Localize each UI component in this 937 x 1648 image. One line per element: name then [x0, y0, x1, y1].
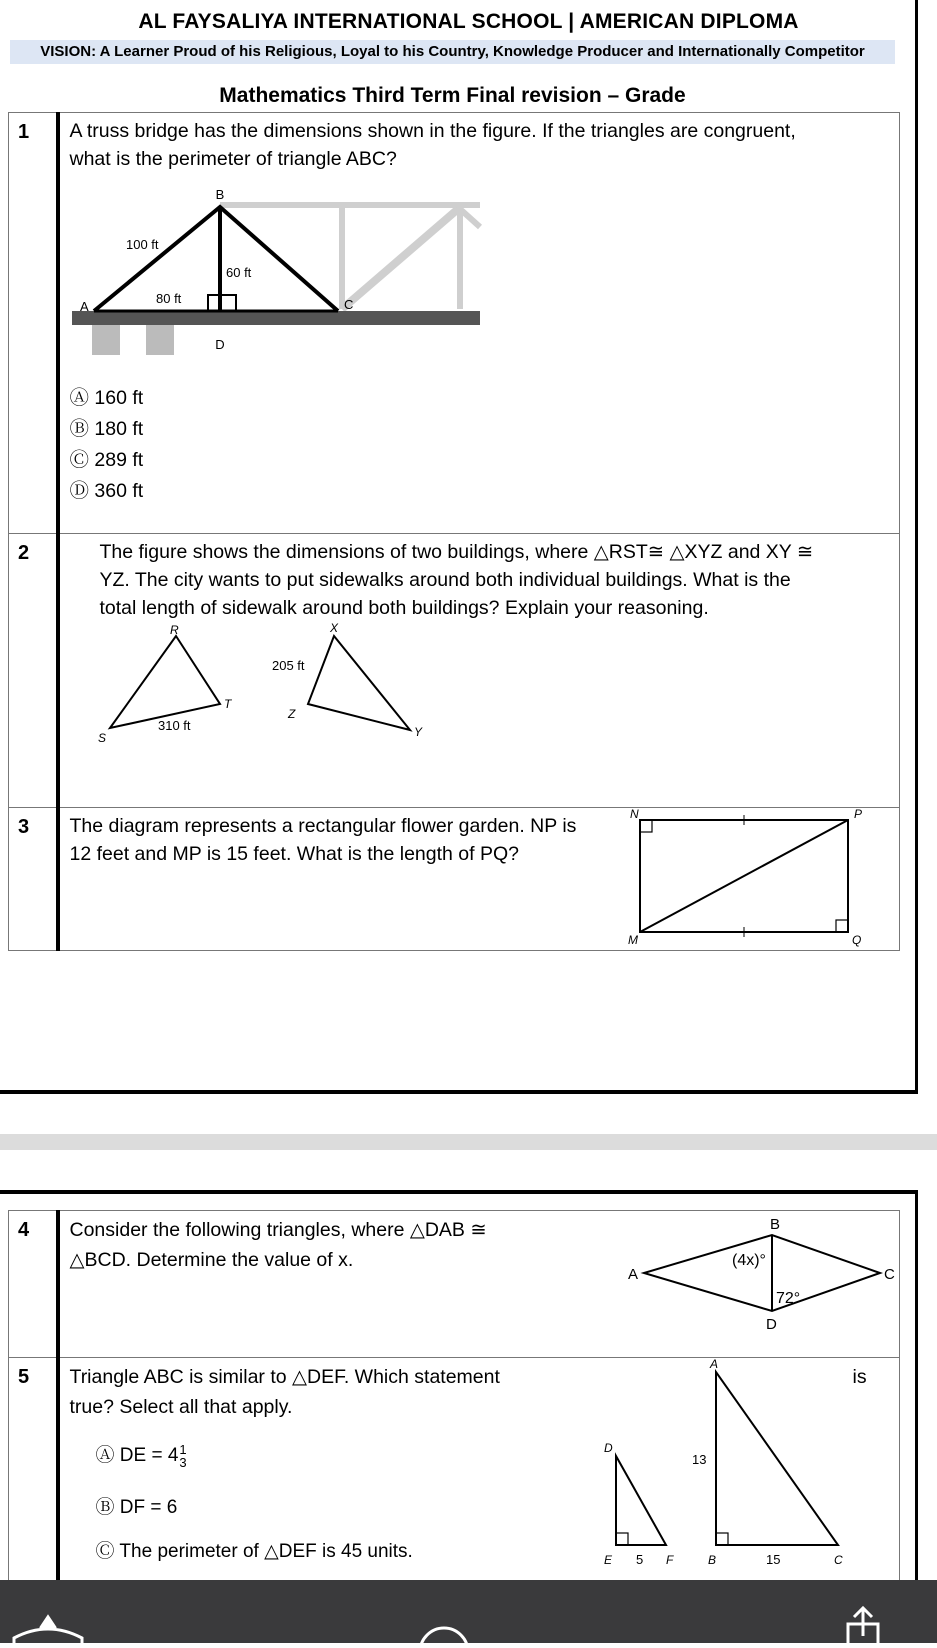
- question-table: [8, 112, 900, 951]
- label-b: B: [215, 187, 224, 202]
- question-body: [58, 1358, 900, 1608]
- label-y: Y: [413, 725, 422, 739]
- label-c: C: [343, 297, 353, 312]
- page-frame: [915, 1190, 918, 1580]
- choice-b[interactable]: Ⓑ 180 ft: [69, 418, 144, 440]
- question-text-trailing: is: [852, 1366, 867, 1388]
- school-name: AL FAYSALIYA INTERNATIONAL SCHOOL | AMERICAN DIPLOMA: [138, 10, 799, 33]
- question-text: The figure shows the dimensions of two buildings, where △RST≅ △XYZ and XY ≅ YZ. The city wants to put sidewalks around both individual buildings. What is the total length of sidewalk around both buildings? Explain your reasoning.: [99, 541, 814, 619]
- label-angle-b: (4x)°: [731, 1252, 766, 1269]
- question-row-4: [9, 1211, 900, 1358]
- question-number: 5: [9, 1358, 58, 1608]
- label-e: E: [603, 1553, 612, 1567]
- choice-a[interactable]: Ⓐ DE = 4 1 3: [95, 1441, 187, 1470]
- fraction: 1 3: [179, 1441, 187, 1470]
- question-text: Consider the following triangles, where △DAB ≅ △BCD. Determine the value of x.: [69, 1219, 487, 1271]
- label-ef: 5: [635, 1552, 643, 1567]
- question-row-1: [9, 113, 900, 534]
- label-x: X: [329, 622, 338, 635]
- choice-b[interactable]: Ⓑ DF = 6: [95, 1497, 178, 1518]
- answer-choices: [70, 383, 900, 507]
- choice-d[interactable]: Ⓓ 360 ft: [69, 480, 144, 502]
- toolbar-icons: [0, 1580, 937, 1643]
- label-angle-d: 72°: [775, 1290, 800, 1307]
- choice-c[interactable]: Ⓒ 289 ft: [69, 449, 144, 471]
- bottom-toolbar: [0, 1580, 937, 1643]
- question-body: [58, 808, 900, 951]
- label-a: A: [79, 299, 89, 314]
- garden-rectangle-figure: [628, 808, 878, 948]
- similar-triangles-figure: [580, 1358, 870, 1578]
- markup-icon[interactable]: [14, 1616, 82, 1643]
- vision-statement: VISION: A Learner Proud of his Religious, Loyal to his Country, Knowledge Producer and Internationally Competitor: [10, 40, 895, 64]
- label-p: P: [853, 808, 862, 821]
- label-f: F: [665, 1553, 673, 1567]
- label-t: T: [223, 697, 231, 711]
- label-n: N: [629, 808, 639, 821]
- label-d: D: [765, 1316, 777, 1333]
- page-frame: [0, 1190, 918, 1194]
- label-s: S: [97, 731, 106, 745]
- label-q: Q: [851, 933, 861, 947]
- question-number: 3: [9, 808, 58, 951]
- question-table: [8, 1210, 900, 1608]
- label-z: Z: [287, 707, 295, 721]
- choice-c[interactable]: Ⓒ The perimeter of △DEF is 45 units.: [95, 1541, 413, 1562]
- question-text: A truss bridge has the dimensions shown in the figure. If the triangles are congruent, what is the perimeter of triangle ABC?: [69, 120, 796, 170]
- label-c: C: [833, 1553, 843, 1567]
- label-ab: 13: [691, 1452, 706, 1467]
- label-a: A: [627, 1266, 638, 1283]
- question-number: 4: [9, 1211, 58, 1358]
- label-r: R: [169, 623, 179, 637]
- question-row-2: [9, 534, 900, 808]
- label-b: B: [769, 1216, 780, 1233]
- question-row-3: [9, 808, 900, 951]
- label-a: A: [709, 1358, 718, 1371]
- truss-bridge-figure: [70, 187, 490, 377]
- label-st: 310 ft: [157, 718, 191, 733]
- label-b: B: [707, 1553, 716, 1567]
- rhombus-triangles-figure: [610, 1211, 900, 1341]
- label-bd: 60 ft: [225, 265, 251, 280]
- label-ab: 100 ft: [125, 237, 159, 252]
- label-c: C: [883, 1266, 895, 1283]
- page-title: Mathematics Third Term Final revision – Grade: [219, 84, 686, 107]
- question-body: [58, 534, 900, 808]
- question-text: The diagram represents a rectangular flower garden. NP is 12 feet and MP is 15 feet. What is the length of PQ?: [69, 815, 577, 865]
- question-number: 1: [9, 113, 58, 534]
- page-separator: [0, 1134, 937, 1150]
- label-ad: 80 ft: [155, 291, 181, 306]
- label-d: D: [603, 1441, 613, 1455]
- question-text: Triangle ABC is similar to △DEF. Which statement true? Select all that apply.: [69, 1366, 500, 1418]
- question-body: [58, 1211, 900, 1358]
- search-icon[interactable]: [420, 1628, 468, 1643]
- choice-a[interactable]: Ⓐ 160 ft: [69, 387, 144, 409]
- question-row-5: [9, 1358, 900, 1608]
- question-body: [58, 113, 900, 534]
- label-d: D: [214, 337, 225, 352]
- label-bc: 15: [765, 1552, 780, 1567]
- buildings-figure: [98, 622, 438, 752]
- label-xz: 205 ft: [271, 658, 305, 673]
- share-icon[interactable]: [848, 1608, 878, 1643]
- question-number: 2: [9, 534, 58, 808]
- label-m: M: [627, 933, 638, 947]
